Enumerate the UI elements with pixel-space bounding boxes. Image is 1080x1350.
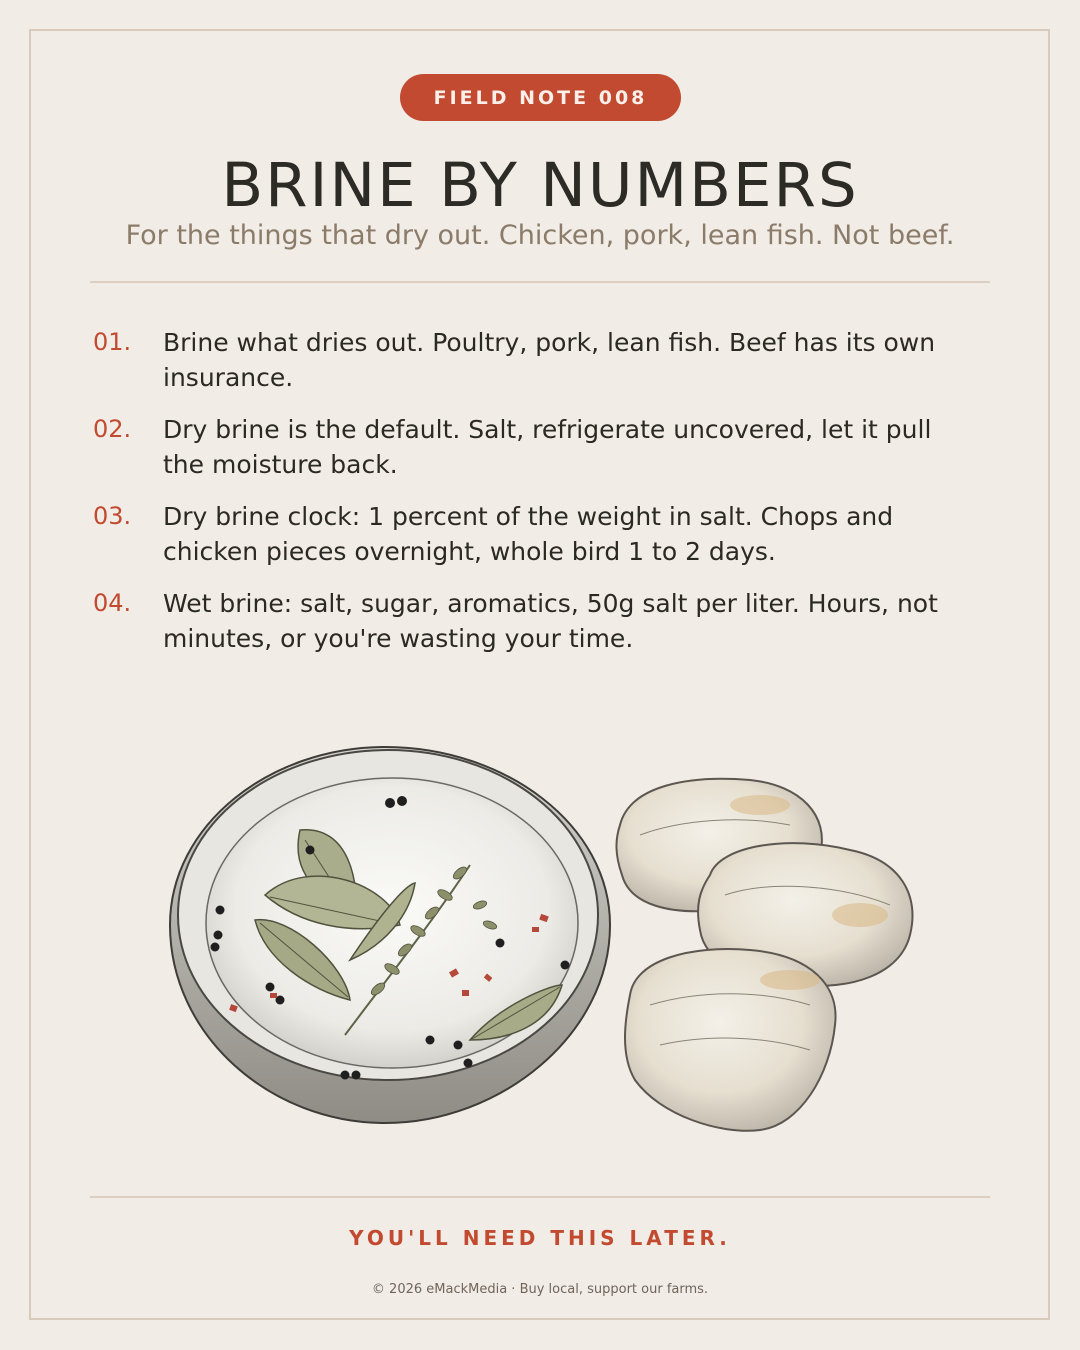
list-item — [93, 499, 973, 569]
step-text: Brine what dries out. Poultry, pork, lean fish. Beef has its own insurance. — [163, 328, 936, 392]
step-number: 02. — [93, 415, 132, 443]
brine-bowl-illustration — [170, 747, 610, 1123]
field-note-badge — [400, 74, 681, 121]
page-subtitle: For the things that dry out. Chicken, pork, lean fish. Not beef. — [125, 220, 955, 251]
list-item — [93, 586, 973, 656]
list-item — [93, 325, 973, 395]
chicken-thighs-illustration — [616, 779, 912, 1131]
steps-list — [93, 325, 973, 673]
step-text: Dry brine is the default. Salt, refrigerate uncovered, let it pull the moisture back. — [163, 415, 932, 479]
step-text: Dry brine clock: 1 percent of the weight in salt. Chops and chicken pieces overnight, whole bird 1 to 2 days. — [163, 502, 894, 566]
tagline: YOU'LL NEED THIS LATER. — [349, 1226, 731, 1250]
field-note-badge-label: FIELD NOTE 008 — [433, 86, 648, 109]
step-number: 04. — [93, 589, 132, 617]
step-number: 01. — [93, 328, 132, 356]
step-text: Wet brine: salt, sugar, aromatics, 50g salt per liter. Hours, not minutes, or you're wasting your time. — [163, 589, 938, 653]
divider-bottom — [90, 1196, 990, 1198]
divider-top — [90, 281, 990, 283]
footer-copyright: © 2026 eMackMedia · Buy local, support our farms. — [371, 1282, 709, 1297]
step-number: 03. — [93, 502, 132, 530]
page-title: BRINE BY NUMBERS — [221, 150, 859, 221]
list-item — [93, 412, 973, 482]
brine-illustration — [160, 735, 930, 1145]
